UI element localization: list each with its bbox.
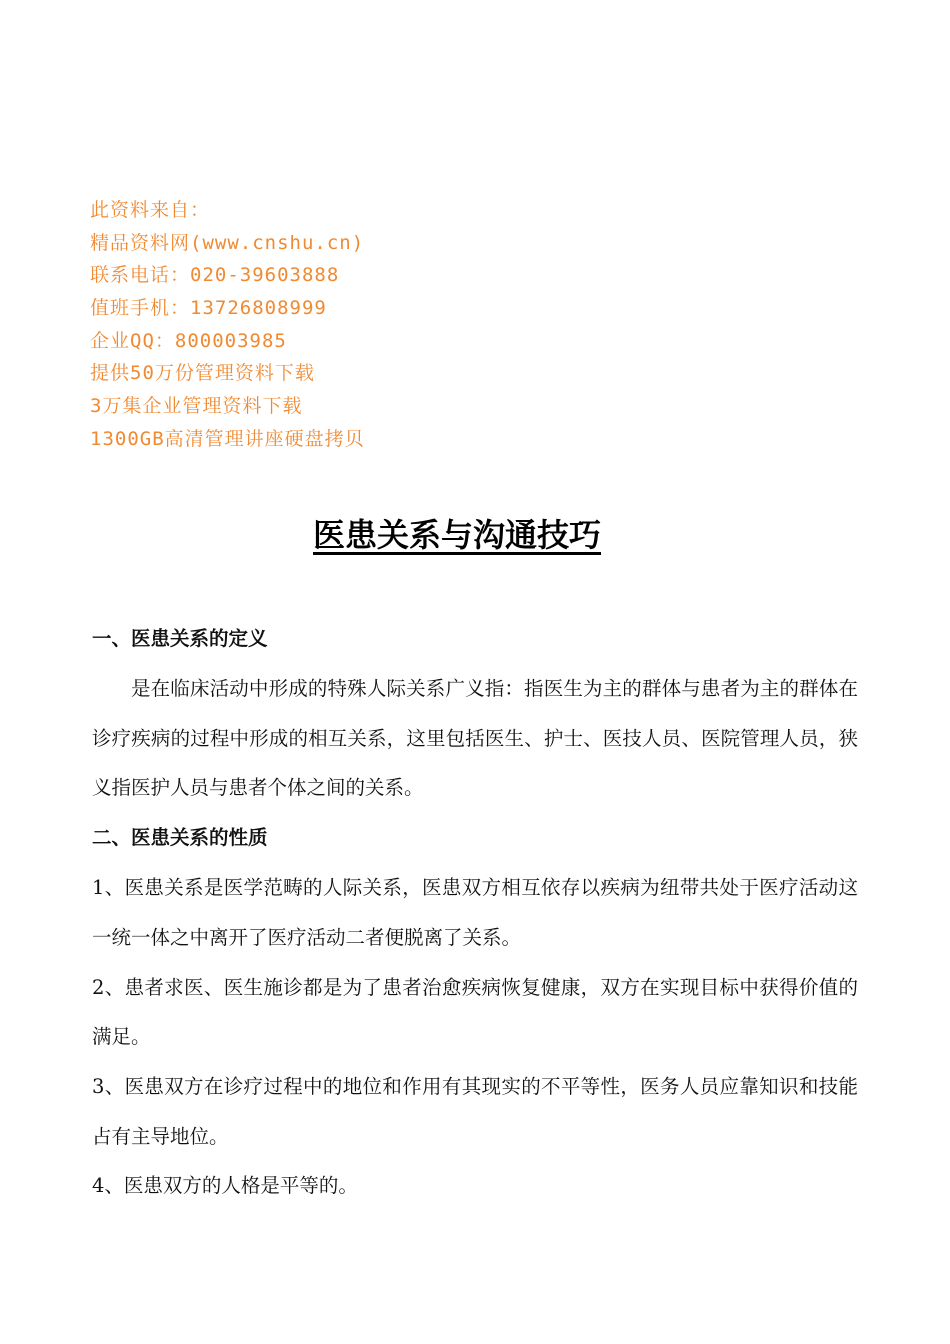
section-heading: 一、医患关系的定义 <box>92 627 268 650</box>
paragraph: 1、医患关系是医学范畴的人际关系，医患双方相互依存以疾病为纽带共处于医疗活动这一统一体之中离开了医疗活动二者便脱离了关系。 <box>92 876 858 949</box>
source-info-line: 1300GB高清管理讲座硬盘拷贝 <box>90 427 365 450</box>
paragraph: 4、医患双方的人格是平等的。 <box>92 1174 358 1198</box>
source-info-line: 此资料来自： <box>90 199 211 221</box>
source-info-line: 提供50万份管理资料下载 <box>90 362 315 385</box>
source-info-line: 值班手机：13726808999 <box>90 297 327 320</box>
section-heading: 二、医患关系的性质 <box>92 826 268 850</box>
source-info-line: 3万集企业管理资料下载 <box>90 395 303 418</box>
paragraph: 是在临床活动中形成的特殊人际关系广义指：指医生为主的群体与患者为主的群体在诊疗疾病的过程中形成的相互关系，这里包括医生、护士、医技人员、医院管理人员，狭义指医护人员与患者个体之间的关系。 <box>92 677 858 800</box>
paragraph: 2、患者求医、医生施诊都是为了患者治愈疾病恢复健康，双方在实现目标中获得价值的满足。 <box>92 975 858 1049</box>
source-info-line: 精品资料网(www.cnshu.cn) <box>90 231 365 254</box>
source-info-line: 企业QQ：800003985 <box>90 329 287 352</box>
paragraph: 3、医患双方在诊疗过程中的地位和作用有其现实的不平等性，医务人员应靠知识和技能占有主导地位。 <box>92 1074 858 1148</box>
document-body <box>92 614 858 1211</box>
source-info-line: 联系电话：020-39603888 <box>90 264 340 287</box>
source-info-block <box>90 194 690 456</box>
document-title: 医患关系与沟通技巧 <box>312 516 601 554</box>
